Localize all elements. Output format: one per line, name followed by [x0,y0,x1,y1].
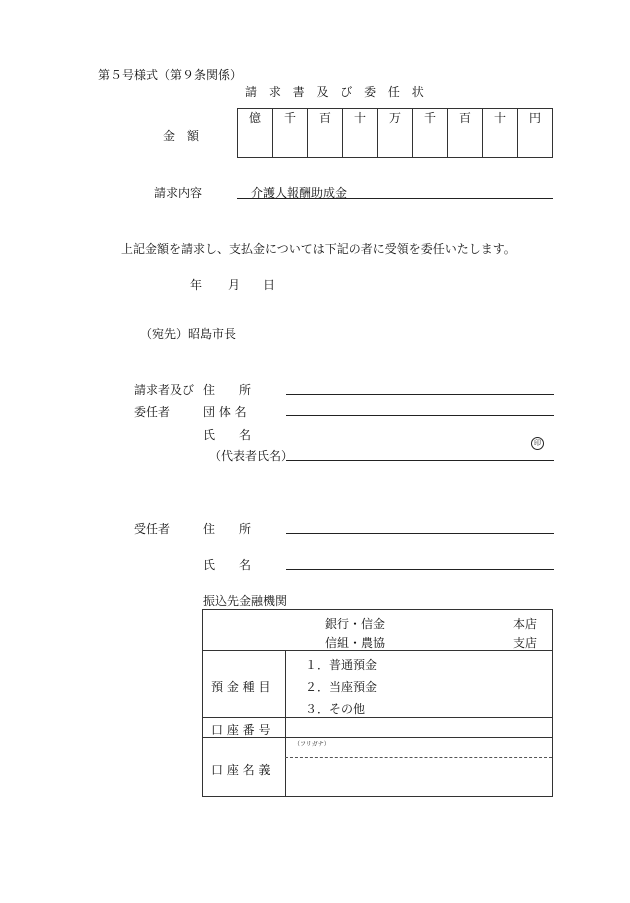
amount-digit-cell[interactable]: 十 [343,109,378,158]
delegate-address-label: 住 所 [203,522,252,536]
bank-divider [203,650,552,651]
deposit-option-checking[interactable]: ２．当座預金 [305,680,378,694]
statement-text: 上記金額を請求し、支払金については下記の者に受領を委任いたします。 [121,242,516,256]
bank-type-row2[interactable]: 信組・農協 [325,636,386,650]
amount-digit-cell[interactable]: 億 [238,109,273,158]
bank-branch-row1[interactable]: 本店 [513,617,538,631]
account-name-field[interactable] [289,760,549,794]
requester-address-field[interactable] [286,394,554,395]
bank-type-row1[interactable]: 銀行・信金 [325,617,386,631]
bank-divider [203,737,552,738]
deposit-option-other[interactable]: ３．その他 [305,702,366,716]
date-day[interactable]: 日 [263,278,276,292]
bank-divider [203,717,552,718]
request-underline [237,198,553,199]
addressee: （宛先）昭島市長 [140,327,237,341]
amount-digit-cell[interactable]: 十 [483,109,518,158]
amount-label: 金 額 [163,129,200,143]
delegate-name-label: 氏 名 [203,558,252,572]
date-month[interactable]: 月 [228,278,241,292]
seal-mark: 印 [531,437,544,450]
requester-org-label: 団 体 名 [203,405,247,419]
requester-label-line1: 請求者及び [134,383,195,397]
delegate-name-field[interactable] [286,569,554,570]
account-name-label: 口 座 名 義 [211,763,271,777]
account-number-label: 口 座 番 号 [211,723,271,737]
amount-digit-cell[interactable]: 千 [273,109,308,158]
page-title: 請 求 書 及 び 委 任 状 [245,85,428,99]
amount-digit-cell[interactable]: 百 [448,109,483,158]
requester-org-field[interactable] [286,415,554,416]
furigana-label: （フリガナ） [294,741,330,748]
form-number: 第５号様式（第９条関係） [98,68,243,82]
request-label: 請求内容 [154,186,203,200]
account-number-field[interactable] [289,719,549,737]
amount-digit-cell[interactable]: 千 [413,109,448,158]
requester-name-label: 氏 名 [203,428,252,442]
delegate-label: 受任者 [134,522,171,536]
delegate-address-field[interactable] [286,533,554,534]
bank-table [202,609,553,797]
requester-name-field[interactable] [286,460,554,461]
bank-branch-row2[interactable]: 支店 [513,636,538,650]
amount-digit-cell[interactable]: 万 [378,109,413,158]
requester-address-label: 住 所 [203,383,252,397]
amount-grid[interactable] [237,108,553,158]
bank-title: 振込先金融機関 [203,594,288,608]
deposit-type-label: 預 金 種 目 [211,680,271,694]
date-year[interactable]: 年 [190,278,203,292]
requester-label-line2: 委任者 [134,405,171,419]
request-value: 介護人報酬助成金 [251,186,348,200]
amount-digit-cell[interactable]: 百 [308,109,343,158]
bank-column-divider [285,650,286,797]
deposit-option-ordinary[interactable]: １．普通預金 [305,658,378,672]
amount-digit-cell[interactable]: 円 [518,109,553,158]
requester-rep-label: （代表者氏名） [209,449,294,463]
furigana-divider [285,757,552,758]
